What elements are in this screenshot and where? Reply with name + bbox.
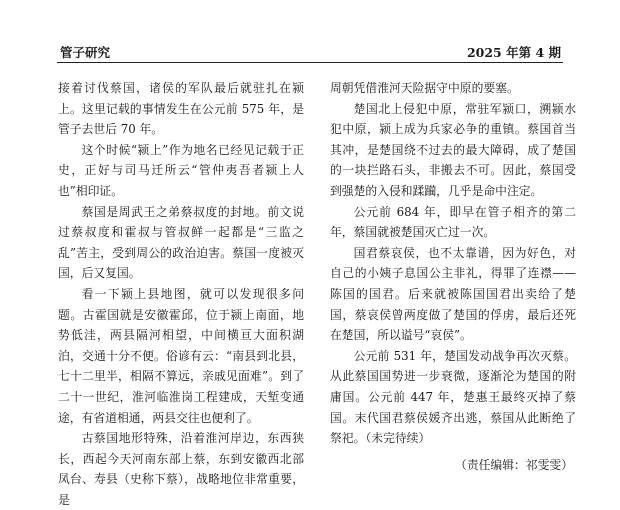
paragraph: 蔡国是周武王之弟蔡叔度的封地。前文说过蔡叔度和霍叔与管叔鲜一起都是“三监之乱”苦主，受到周公的政治迫害。蔡国一度被灭国，后又复国。 [58,204,304,281]
paragraph: 这个时候“颍上”作为地名已经见记载于正史，正好与司马迁所云“管仲夷吾者颍上人也”相印证。 [58,142,304,198]
paragraph: 古蔡国地形特殊，沿着淮河岸边，东西狭长，西起今天河南东部上蔡，东到安徽西北部凤台、寿县（史称下蔡），战略地位非常重要，是 [58,431,304,507]
left-column [58,78,304,510]
paragraph: 接着讨伐蔡国，诸侯的军队最后就驻扎在颍上。这里记载的事情发生在公元前 575 年，是管子去世后 70 年。 [58,81,304,137]
paragraph: 公元前 531 年，楚国发动战争再次灭蔡。从此蔡国国势进一步衰微，逐渐沦为楚国的附庸国。公元前 447 年，楚惠王最终灭掉了蔡国。末代国君蔡侯媛齐出逃，蔡国从此断绝了祭祀。（未完待续） [330,348,576,446]
paragraph: 楚国北上侵犯中原，常驻军颍口，溯颍水犯中原，颍上成为兵家必争的重镇。蔡国首当其冲，是楚国绕不过去的最大障碍，成了楚国的一块拦路石头，非搬去不可。因此，蔡国受到强楚的入侵和蹂躏，几乎是命中注定。 [330,101,576,198]
running-header [57,40,563,63]
issue-number: 2025 年第 4 期 [466,45,561,60]
paragraph: 看一下颍上县地图，就可以发现很多问题。古霍国就是安徽霍邱，位于颍上南面，地势低洼，两县隔河相望，中间横亘大面积湖泊，交通十分不便。俗谚有云：“南县到北县，七十二里半，相隔不算远，亲戚见面难”。到了二十一世纪，淮河临淮岗工程建成，天堑变通途，有省道相通，两县交往也便利了。 [58,286,304,425]
paragraph: 国君蔡哀侯，也不太靠谱，因为好色，对自己的小姨子息国公主非礼，得罪了连襟——陈国的国君。后来就被陈国国君出卖给了楚国，蔡哀侯曾两度做了楚国的俘虏，最后还死在楚国，所以谥号“哀侯”。 [330,245,576,343]
paragraph: 周朝凭借淮河天险据守中原的要塞。 [330,81,519,95]
responsible-editor: （责任编辑：祁雯雯） [455,457,573,472]
journal-title: 管子研究 [60,45,111,60]
right-column [330,78,576,475]
paragraph: 公元前 684 年，即早在管子相齐的第二年，蔡国就被楚国灭亡过一次。 [330,204,576,240]
